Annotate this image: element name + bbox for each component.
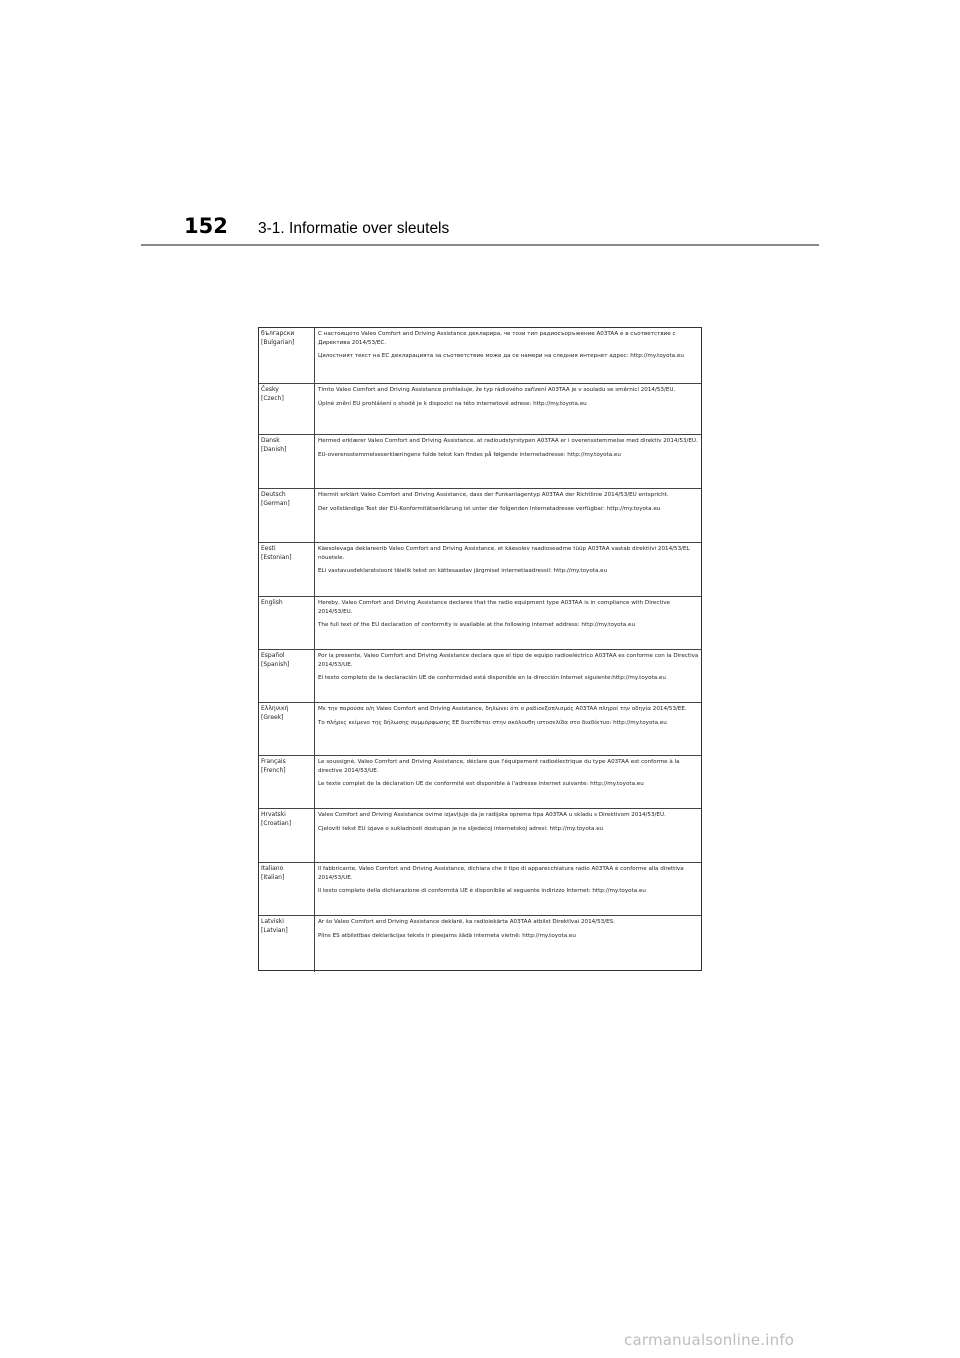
declaration-text: С настоящото Valeo Comfort and Driving Assistance декларира, че този тип радиосъоръжение A03TAA е в съответствие с Директива 2014/53/ЕС. [318,331,676,346]
declaration-row [259,650,701,703]
language-native: Česky [261,386,279,393]
declaration-row [259,384,701,435]
declaration-text: Hiermit erklärt Valeo Comfort and Driving Assistance, dass der Funkanlagentyp A03TAA der Richtlinie 2014/53/EU entspricht. [318,492,669,498]
language-english: [German] [261,499,290,507]
language-native: Latviski [261,918,284,925]
declaration-cell [316,809,701,862]
header-rule [141,244,819,246]
declaration-cell [316,435,701,488]
language-cell [259,756,315,808]
language-native: Eesti [261,545,276,552]
language-cell [259,328,315,383]
language-cell [259,435,315,488]
language-cell [259,863,315,915]
language-cell [259,384,315,434]
declaration-row [259,703,701,756]
declaration-row [259,435,701,489]
language-native: Français [261,758,286,765]
full-text-note: The full text of the EU declaration of conformity is available at the following internet address: http://my.toyota.eu [318,622,635,628]
full-text-note: El texto completo de la declaración UE de conformidad está disponible en la dirección Internet siguiente:http://my.toyota.eu [318,675,666,681]
full-text-note: Pilns ES atbilstības deklarācijas teksts ir pieejams šādā interneta vietnē: http://my.toyota.eu [318,932,576,939]
declaration-cell [316,489,701,542]
full-text-note: Úplné znění EU prohlášení o shodě je k dispozici na této internetové adrese: http://my.toyota.eu [318,400,587,407]
declaration-row [259,809,701,863]
full-text-note: Il testo completo della dichiarazione di conformità UE è disponibile al seguente indirizzo Internet: http://my.toyota.eu [318,888,646,894]
declaration-text: Tímto Valeo Comfort and Driving Assistance prohlašuje, že typ rádiového zařízení A03TAA je v souladu se směrnicí 2014/53/EU. [318,387,676,393]
declaration-cell [316,916,701,972]
declaration-row [259,543,701,597]
declaration-table [258,327,702,971]
language-cell [259,809,315,862]
declaration-text: Hermed erklærer Valeo Comfort and Driving Assistance, at radioudstyrstypen A03TAA er i overensstemmelse med direktiv 2014/53/EU. [318,438,698,444]
declaration-cell [316,597,701,649]
declaration-cell [316,328,701,383]
declaration-cell [316,756,701,808]
full-text-note: Der vollständige Text der EU-Konformitätserklärung ist unter der folgenden Internetadresse verfügbar: http://my.toyota.eu [318,505,661,512]
language-english: [Bulgarian] [261,338,295,346]
declaration-row [259,863,701,916]
full-text-note: EU-overensstemmelseserklæringens fulde tekst kan findes på følgende internetadresse: http://my.toyota.eu [318,451,621,458]
declaration-cell [316,543,701,596]
language-native: Ελληνική [261,705,289,712]
full-text-note: Το πλήρες κείμενο της δήλωσης συμμόρφωσης ΕΕ διατίθεται στην ακόλουθη ιστοσελίδα στο διαδίκτυο: http://my.toyota.eu [318,719,667,726]
language-native: български [261,330,295,337]
full-text-note: Цялостният текст на ЕС декларацията за съответствие може да се намери на следния интернет адрес: http://my.toyota.eu [318,353,684,359]
language-cell [259,597,315,649]
declaration-row [259,756,701,809]
language-english: [Croatian] [261,819,292,827]
declaration-text: Por la presente, Valeo Comfort and Driving Assistance declara que el tipo de equipo radioeléctrico A03TAA es conforme con la Directiva 2014/53/UE. [318,653,699,668]
declaration-row [259,597,701,650]
language-native: Dansk [261,437,280,444]
full-text-note: Cjeloviti tekst EU izjave o sukladnosti dostupan je na sljedećoj internetskoj adresi: http://my.toyota.eu [318,825,604,832]
language-english: [Czech] [261,394,284,402]
language-english: [Danish] [261,445,287,453]
page-number: 152 [184,214,228,238]
full-text-note: ELi vastavusdeklaratsiooni täielik tekst on kättesaadav järgmisel internetiaadressil: http://my.toyota.eu [318,568,608,574]
declaration-text: Valeo Comfort and Driving Assistance ovime izjavljuje da je radijska oprema tipa A03TAA u skladu s Direktivom 2014/53/EU. [318,812,666,818]
declaration-row [259,328,701,384]
language-english: [French] [261,766,286,774]
language-english: [Estonian] [261,553,292,561]
footer-watermark: carmanualsonline.info [624,1331,795,1349]
language-english: [Italian] [261,873,285,881]
full-text-note: Le texte complet de la déclaration UE de conformité est disponible à l'adresse internet suivante: http://my.toyota.eu [318,781,644,787]
declaration-text: Käesolevaga deklareerib Valeo Comfort and Driving Assistance, et käesolev raadioseadme tüüp A03TAA vastab direktiivi 2014/53/EL nõuetele. [318,546,690,561]
language-native: Italiano [261,865,284,872]
language-native: Hrvatski [261,811,286,818]
declaration-cell [316,863,701,915]
language-cell [259,650,315,702]
language-cell [259,543,315,596]
language-native: Deutsch [261,491,286,498]
section-title: 3-1. Informatie over sleutels [258,220,450,237]
declaration-cell [316,703,701,755]
language-cell [259,703,315,755]
language-english: [Latvian] [261,926,288,934]
language-native: Español [261,652,285,659]
language-cell [259,916,315,972]
declaration-cell [316,650,701,702]
declaration-row [259,916,701,972]
language-english: [Greek] [261,713,284,721]
language-native: English [261,599,283,606]
language-cell [259,489,315,542]
declaration-text: Ar šo Valeo Comfort and Driving Assistance deklarē, ka radioiekārta A03TAA atbilst Direktīvai 2014/53/ES. [318,919,615,925]
declaration-text: Hereby, Valeo Comfort and Driving Assistance declares that the radio equipment type A03TAA is in compliance with Directive 2014/53/EU. [318,600,670,615]
language-english: [Spanish] [261,660,290,668]
declaration-row [259,489,701,543]
declaration-text: Le soussigné, Valeo Comfort and Driving Assistance, déclare que l'équipement radioélectrique du type A03TAA est conforme à la directive 2014/53/UE. [318,759,680,774]
declaration-cell [316,384,701,434]
declaration-text: Il fabbricante, Valeo Comfort and Driving Assistance, dichiara che il tipo di apparecchiatura radio A03TAA è conforme alla direttiva 2014/53/UE. [318,866,684,881]
declaration-text: Με την παρούσα ο/η Valeo Comfort and Driving Assistance, δηλώνει ότι ο ραδιοεξοπλισμός A03TAA πληροί την οδηγία 2014/53/ΕΕ. [318,706,687,712]
